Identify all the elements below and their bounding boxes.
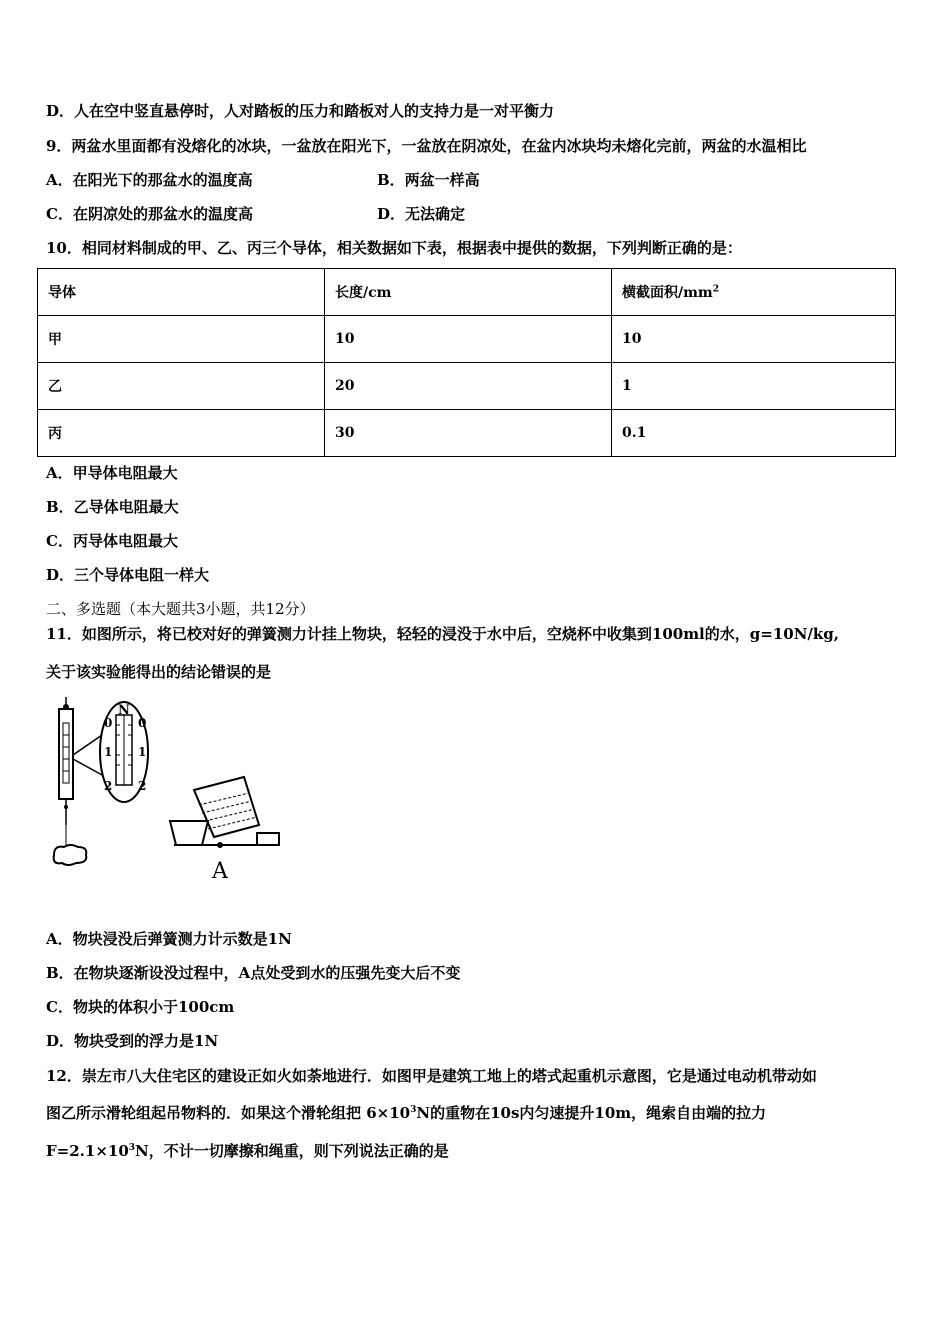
q12-line2-part2: N的重物在10s内匀速提升10m，绳索自由端的拉力: [416, 1104, 767, 1122]
scale-label-1-right: 1: [138, 745, 147, 759]
q10-option-d: D．三个导体电阻一样大: [46, 566, 210, 584]
q8-option-d: D．人在空中竖直悬停时，人对踏板的压力和踏板对人的支持力是一对平衡力: [46, 102, 555, 120]
q12-line3-exponent: 3: [128, 1143, 136, 1153]
table-row: [38, 410, 896, 457]
table-cell: 20: [325, 363, 612, 410]
q12-line2-exponent: 3: [410, 1105, 417, 1115]
table-cell: 乙: [38, 363, 325, 410]
q9-stem: 9．两盆水里面都有没熔化的冰块，一盆放在阳光下，一盆放在阴凉处，在盆内冰块均未熔化完前，两盆的水温相比: [46, 137, 807, 155]
table-row: [38, 316, 896, 363]
table-cell: 丙: [38, 410, 325, 457]
q9-option-c: C．在阴凉处的那盆水的温度高: [46, 205, 253, 223]
q10-option-a: A．甲导体电阻最大: [46, 464, 178, 482]
table-header: 导体: [38, 269, 325, 316]
q10-option-b: B．乙导体电阻最大: [46, 498, 179, 516]
table-cell: 甲: [38, 316, 325, 363]
table-cell: 10: [325, 316, 612, 363]
scale-unit-label: N: [118, 703, 130, 718]
conductor-table: [37, 268, 896, 457]
q11-option-b: B．在物块逐渐设没过程中，A点处受到水的压强先变大后不变: [46, 964, 461, 982]
q9-option-b: B．两盆一样高: [377, 171, 480, 189]
table-cell: 0.1: [612, 410, 896, 457]
q10-option-c: C．丙导体电阻最大: [46, 532, 178, 550]
table-header-row: [38, 269, 896, 316]
table-cell: 1: [612, 363, 896, 410]
q11-option-a: A．物块浸没后弹簧测力计示数是1N: [46, 930, 292, 948]
q12-stem-line1: 12．崇左市八大住宅区的建设正如火如荼地进行．如图甲是建筑工地上的塔式起重机示意图，它是通过电动机带动如: [46, 1067, 817, 1085]
scale-label-1-left: 1: [104, 745, 113, 759]
q12-stem-line3: [46, 1141, 449, 1161]
table-row: [38, 363, 896, 410]
point-a-label: A: [212, 859, 228, 884]
table-cell: 30: [325, 410, 612, 457]
q11-stem-line2: 关于该实验能得出的结论错误的是: [46, 663, 272, 681]
q11-option-c: C．物块的体积小于100cm: [46, 998, 235, 1016]
scale-label-0-left: 0: [104, 716, 113, 730]
spring-scale-figure: [44, 695, 294, 889]
table-cell: 10: [612, 316, 896, 363]
scale-label-2-left: 2: [104, 779, 113, 793]
scale-label-2-right: 2: [138, 779, 147, 793]
q9-option-a: A．在阳光下的那盆水的温度高: [46, 171, 253, 189]
section-heading: 二、多选题（本大题共3小题，共12分）: [46, 600, 315, 618]
scale-label-0-right: 0: [138, 716, 147, 730]
table-header: 长度/cm: [325, 269, 612, 316]
q12-stem-line2: [46, 1103, 766, 1123]
q9-option-d: D．无法确定: [377, 205, 466, 223]
q12-line3-part1: F=2.1×10: [46, 1142, 129, 1160]
q12-line2-part1: 图乙所示滑轮组起吊物料的．如果这个滑轮组把 6×10: [46, 1104, 411, 1122]
q11-stem-line1: 11．如图所示，将已校对好的弹簧测力计挂上物块，轻轻的浸没于水中后，空烧杯中收集到100ml的水，g=10N/kg,: [46, 625, 839, 643]
q10-stem: 10．相同材料制成的甲、乙、丙三个导体，相关数据如下表，根据表中提供的数据，下列判断正确的是：: [46, 239, 742, 257]
table-header: 横截面积$/mm^2$: [612, 269, 896, 316]
experiment-diagram: [44, 695, 294, 885]
q11-option-d: D．物块受到的浮力是1N: [46, 1032, 219, 1050]
q12-line3-part2: N，不计一切摩擦和绳重，则下列说法正确的是: [135, 1142, 449, 1160]
